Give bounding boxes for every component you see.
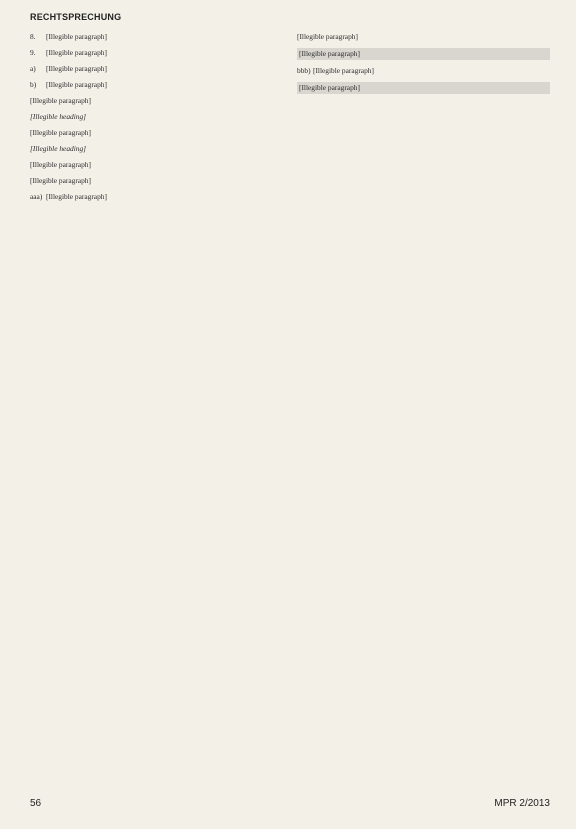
list-marker: 8. (30, 32, 36, 41)
paragraph: [Illegible paragraph] (297, 48, 550, 60)
list-text: [Illegible paragraph] (46, 80, 107, 90)
list-marker: bbb) (297, 66, 311, 76)
list-item-8 (30, 32, 280, 42)
list-item-bbb (297, 66, 550, 76)
page-number: 56 (30, 798, 42, 809)
list-item-9 (30, 48, 280, 58)
list-marker: 9. (30, 48, 36, 58)
list-text: [Illegible paragraph] (46, 32, 107, 41)
list-item-aaa (30, 192, 280, 202)
paragraph: [Illegible paragraph] (297, 82, 550, 94)
journal-issue: MPR 2/2013 (494, 798, 550, 809)
list-text: [Illegible paragraph] (46, 64, 107, 74)
paragraph: [Illegible paragraph] (30, 176, 91, 186)
list-marker: b) (30, 80, 37, 90)
section-label: RECHTSPRECHUNG (30, 12, 122, 22)
paragraph: [Illegible paragraph] (297, 32, 358, 41)
paragraph: [Illegible paragraph] (30, 96, 91, 106)
left-column (30, 32, 280, 779)
subheading: [Illegible heading] (30, 144, 87, 154)
list-item-a (30, 64, 280, 74)
paragraph: [Illegible paragraph] (30, 160, 91, 170)
paragraph: [Illegible paragraph] (30, 128, 91, 138)
list-item-b (30, 80, 280, 90)
right-column (297, 32, 550, 779)
list-text: [Illegible paragraph] (46, 48, 107, 58)
list-marker: aaa) (30, 192, 43, 202)
list-text: [Illegible paragraph] (46, 192, 107, 202)
list-text: [Illegible paragraph] (313, 66, 374, 76)
list-marker: a) (30, 64, 36, 74)
subheading: [Illegible heading] (30, 112, 87, 122)
